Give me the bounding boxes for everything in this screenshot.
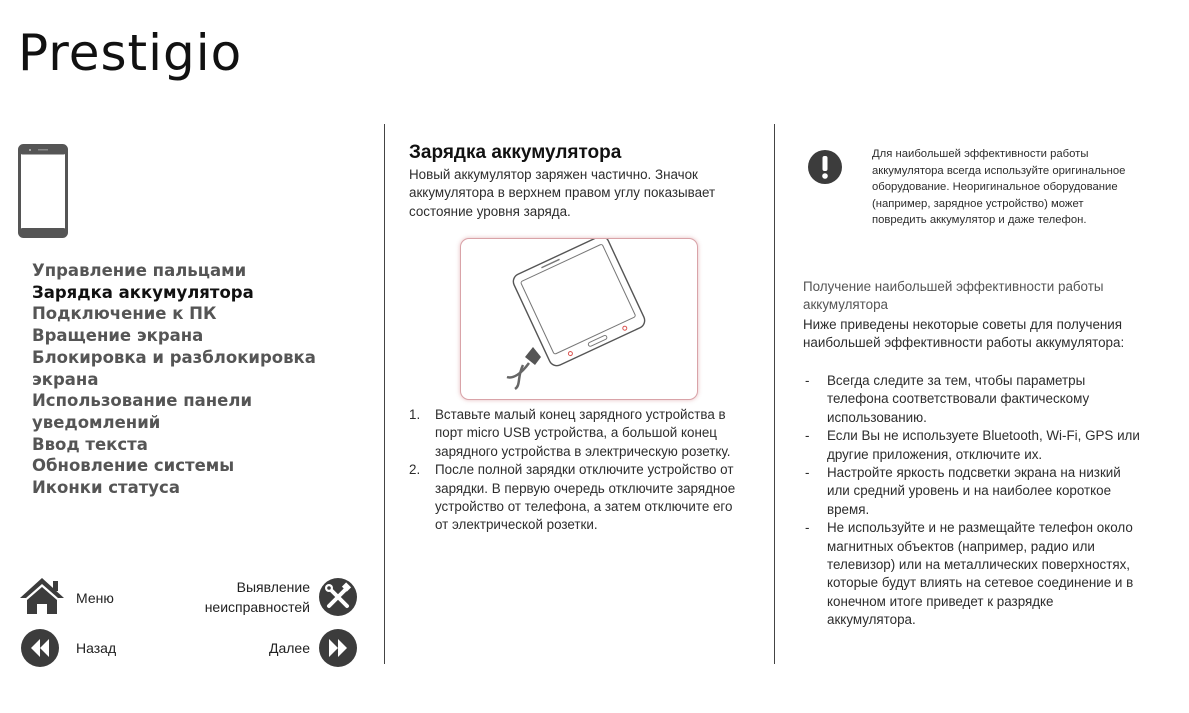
tips-list-container — [803, 372, 1143, 630]
sidebar-item-screen-lock[interactable]: Блокировка и разблокировка экрана — [32, 347, 316, 389]
sidebar-item-system-update[interactable]: Обновление системы — [32, 456, 235, 476]
charging-illustration — [460, 238, 698, 400]
tips-heading: Получение наибольшей эффективности работы аккумулятора — [803, 279, 1104, 313]
tip-text: Всегда следите за тем, чтобы параметры телефона соответствовали фактическому использованию. — [827, 373, 1090, 425]
sidebar-item-gestures[interactable]: Управление пальцами — [32, 261, 247, 280]
tips-intro: Ниже приведены некоторые советы для получения наибольшей эффективности работы аккумулятора: — [803, 317, 1125, 351]
bullet-dash: - — [805, 428, 810, 444]
list-item — [409, 461, 749, 535]
list-item — [803, 372, 1143, 427]
troubleshooting-link[interactable] — [186, 577, 310, 617]
sidebar-item-notification-panel[interactable]: Использование панели уведомлений — [32, 391, 253, 432]
sidebar-item-status-icons[interactable]: Иконки статуса — [32, 478, 180, 498]
sidebar-item-pc-connection[interactable]: Подключение к ПК — [32, 304, 217, 324]
sidebar-nav — [32, 260, 372, 499]
tips-list — [803, 372, 1143, 630]
troubleshooting-line2: неисправностей — [204, 599, 310, 615]
back-link[interactable]: Назад — [76, 640, 117, 656]
troubleshooting-line1: Выявление — [236, 579, 310, 595]
section-intro: Новый аккумулятор заряжен частично. Значок аккумулятора в верхнем правом углу показывает состояние уровня заряда. — [409, 167, 716, 219]
tip-text: Если Вы не используете Bluetooth, Wi-Fi, GPS или другие приложения, отключите их. — [827, 428, 1140, 462]
back-icon[interactable] — [20, 628, 60, 668]
warning-icon — [807, 149, 843, 185]
bullet-dash: - — [805, 373, 810, 388]
step-text: Вставьте малый конец зарядного устройства в порт micro USB устройства, а большой конец зарядного устройства в электрическую розетку. — [435, 407, 731, 459]
bullet-dash: - — [805, 465, 810, 481]
list-item — [803, 464, 1143, 519]
steps-list — [409, 406, 749, 535]
list-item — [409, 406, 749, 461]
tip-text: Не используйте и не размещайте телефон около магнитных объектов (например, радио или телевизор) или на металлических поверхностях, которые будут влиять на сетевое соединение и в конечном итоге приведет к разрядке аккумулятора. — [827, 520, 1134, 628]
list-item — [803, 519, 1143, 629]
step-number: 2. — [409, 462, 421, 478]
home-icon[interactable] — [18, 576, 66, 616]
brand-logo: Prestigio — [18, 24, 243, 82]
phone-charging-icon — [461, 239, 697, 399]
bullet-dash: - — [805, 520, 810, 536]
section-title: Зарядка аккумулятора — [409, 142, 622, 163]
sidebar-item-battery-charging[interactable]: Зарядка аккумулятора — [32, 282, 254, 302]
tip-text: Настройте яркость подсветки экрана на низкий или средний уровень и на наиболее короткое время. — [827, 465, 1121, 517]
step-text: После полной зарядки отключите устройство от зарядки. В первую очередь отключите зарядное устройство от телефона, а затем отключите его от электрической розетки. — [435, 462, 736, 533]
sidebar-item-text-input[interactable]: Ввод текста — [32, 434, 148, 454]
warning-note: Для наибольшей эффективности работы аккумулятора всегда используйте оригинальное оборудование. Неоригинальное оборудование (например, зарядное устройство) может повредить аккумулятор и даже телефон. — [872, 148, 1126, 226]
sidebar-item-screen-rotation[interactable]: Вращение экрана — [32, 326, 204, 346]
forward-icon[interactable] — [318, 628, 358, 668]
steps-list-container — [409, 406, 749, 535]
step-number: 1. — [409, 407, 421, 422]
menu-link[interactable]: Меню — [76, 590, 114, 606]
column-divider-left — [384, 124, 385, 664]
tools-icon[interactable] — [318, 577, 358, 617]
next-link[interactable]: Далее — [268, 640, 310, 656]
list-item — [803, 427, 1143, 464]
column-divider-right — [774, 124, 775, 664]
phone-icon — [18, 144, 68, 238]
